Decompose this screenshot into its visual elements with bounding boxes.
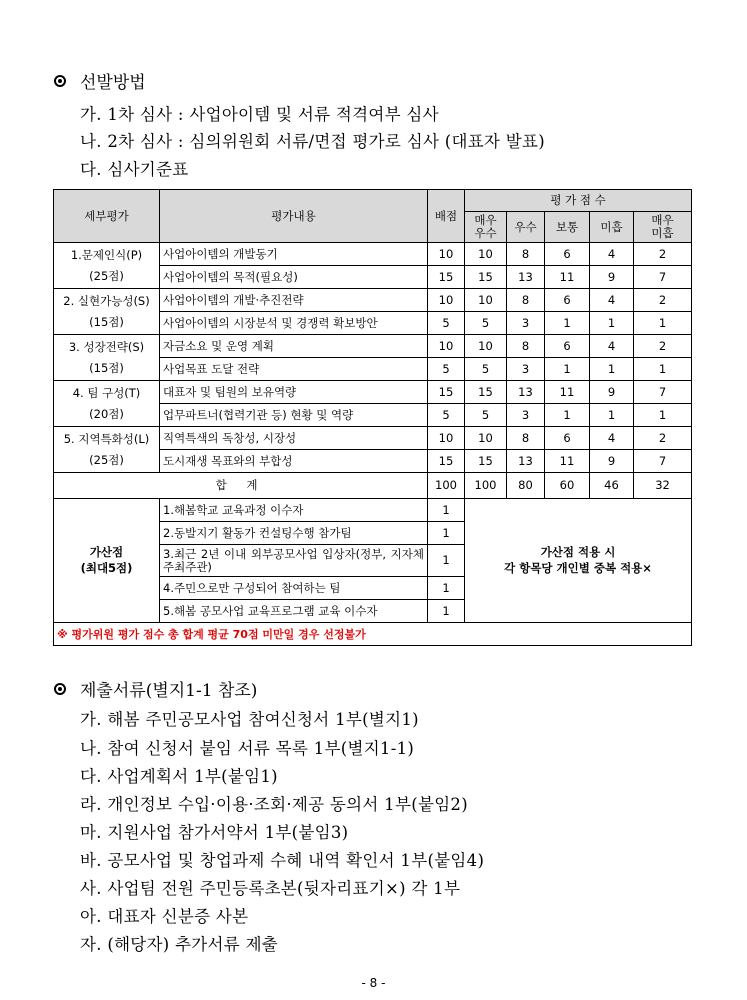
document-item: 사. 사업팀 전원 주민등록초본(뒷자리표기×) 각 1부 bbox=[80, 879, 461, 898]
category-cell: 5. 지역특화성(L) (25점) bbox=[54, 427, 160, 473]
selection-item: 가. 1차 심사 : 사업아이템 및 서류 적격여부 심사 bbox=[80, 105, 439, 124]
table-row: 5. 지역특화성(L) (25점) 직역특색의 독창성, 시장성 10 10 8 6 4 2 bbox=[54, 427, 692, 450]
header-level: 보통 bbox=[545, 212, 590, 243]
document-item: 바. 공모사업 및 창업과제 수혜 내역 확인서 1부(붙임4) bbox=[80, 851, 485, 870]
bonus-row: 2.동발지기 활동가 컨설팅수행 참가팀 1 bbox=[54, 522, 692, 545]
table-row: 업무파트너(협력기관 등) 현황 및 역량 5 5 3 1 1 1 bbox=[54, 404, 692, 427]
document-item: 아. 대표자 신분증 사본 bbox=[80, 907, 249, 926]
bonus-category-cell: 가산점 (최대5점) bbox=[54, 499, 160, 623]
bonus-row: 4.주민으로만 구성되어 참여하는 팀 1 bbox=[54, 577, 692, 600]
category-cell: 1.문제인식(P) (25점) bbox=[54, 243, 160, 289]
header-points: 배점 bbox=[428, 190, 465, 243]
section-documents-title: 제출서류(별지1-1 참조) bbox=[54, 676, 257, 701]
page-number: - 8 - bbox=[361, 976, 386, 990]
header-detail: 세부평가 bbox=[54, 190, 160, 243]
document-item: 마. 지원사업 참가서약서 1부(붙임3) bbox=[80, 823, 349, 842]
table-row: 1.문제인식(P) (25점) 사업아이템의 개발동기 10 10 8 6 4 2 bbox=[54, 243, 692, 266]
bonus-row: 5.해봄 공모사업 교육프로그램 교육 이수자 1 bbox=[54, 600, 692, 623]
warning-row bbox=[54, 623, 692, 646]
selection-item: 나. 2차 심사 : 심의위원회 서류/면접 평가로 심사 (대표자 발표) bbox=[80, 132, 545, 151]
table-row: 2. 실현가능성(S) (15점) 사업아이템의 개발·추진전략 10 10 8 6 4 2 bbox=[54, 289, 692, 312]
header-level: 우수 bbox=[507, 212, 545, 243]
category-cell: 3. 성장전략(S) (15점) bbox=[54, 335, 160, 381]
table-row: 사업아이템의 시장분석 및 경쟁력 확보방안 5 5 3 1 1 1 bbox=[54, 312, 692, 335]
category-cell: 4. 팀 구성(T) (20점) bbox=[54, 381, 160, 427]
total-row: 합 계 100 100 80 60 46 32 bbox=[54, 473, 692, 499]
circle-bullet-icon bbox=[54, 683, 66, 695]
header-level: 미흡 bbox=[590, 212, 634, 243]
bonus-row: 가산점 (최대5점) 1.해봄학교 교육과정 이수자 1 가산점 적용 시 각 항목당 개인별 중복 적용× bbox=[54, 499, 692, 522]
circle-bullet-icon bbox=[54, 75, 66, 87]
table-row: 사업아이템의 목적(필요성) 15 15 13 11 9 7 bbox=[54, 266, 692, 289]
table-row: 4. 팀 구성(T) (20점) 대표자 및 팀원의 보유역량 15 15 13 11 9 7 bbox=[54, 381, 692, 404]
document-item: 나. 참여 신청서 붙임 서류 목록 1부(별지1-1) bbox=[80, 739, 415, 758]
warning-text: ※ 평가위원 평가 점수 총 합계 평균 70점 미만일 경우 선정불가 bbox=[54, 623, 692, 646]
bonus-note: 가산점 적용 시 각 항목당 개인별 중복 적용× bbox=[465, 499, 692, 623]
evaluation-criteria-table bbox=[53, 189, 692, 646]
header-score-group: 평 가 점 수 bbox=[465, 190, 692, 212]
table-row: 도시재생 목표와의 부합성 15 15 13 11 9 7 bbox=[54, 450, 692, 473]
document-item: 자. (해당자) 추가서류 제출 bbox=[80, 935, 279, 954]
table-row: 사업목표 도달 전략 5 5 3 1 1 1 bbox=[54, 358, 692, 381]
header-level: 매우 우수 bbox=[465, 212, 507, 243]
bonus-row: 3.최근 2년 이내 외부공모사업 입상자(정부, 지자체 주최주관) 1 bbox=[54, 545, 692, 577]
document-item: 가. 해봄 주민공모사업 참여신청서 1부(별지1) bbox=[80, 710, 419, 729]
document-item: 다. 사업계획서 1부(붙임1) bbox=[80, 767, 278, 786]
category-cell: 2. 실현가능성(S) (15점) bbox=[54, 289, 160, 335]
header-content: 평가내용 bbox=[160, 190, 428, 243]
table-row: 3. 성장전략(S) (15점) 자금소요 및 운영 계획 10 10 8 6 4 2 bbox=[54, 335, 692, 358]
selection-item: 다. 심사기준표 bbox=[80, 160, 189, 179]
section-selection-title: 선발방법 bbox=[54, 68, 146, 93]
document-item: 라. 개인정보 수입·이용·조회·제공 동의서 1부(붙임2) bbox=[80, 795, 468, 814]
header-level: 매우 미흡 bbox=[634, 212, 692, 243]
